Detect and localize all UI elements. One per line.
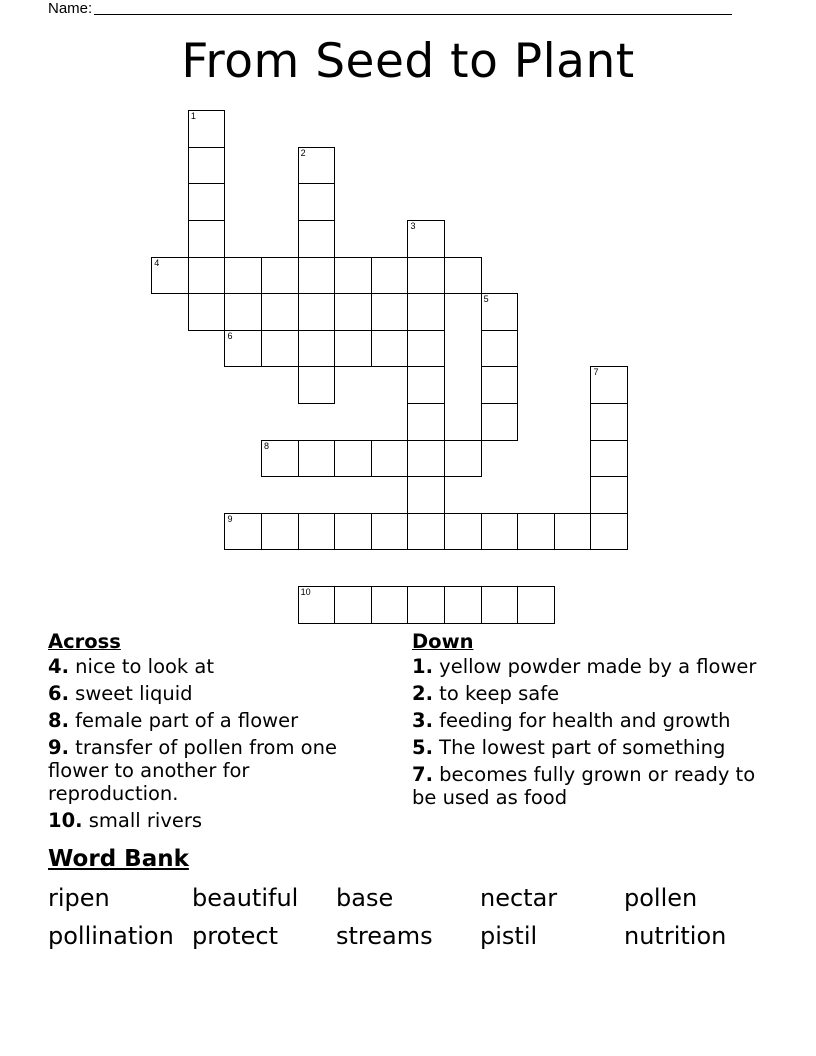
clue-number: 7.	[412, 763, 433, 786]
clue-number: 10.	[48, 809, 83, 832]
clue-number: 4	[154, 257, 160, 268]
crossword-cell[interactable]	[371, 440, 409, 478]
clue-text: transfer of pollen from one flower to another for reproduction.	[48, 736, 337, 805]
crossword-cell[interactable]	[444, 257, 482, 295]
page-title: From Seed to Plant	[181, 34, 635, 89]
clue-text: female part of a flower	[68, 709, 299, 732]
clue-number: 3.	[412, 709, 433, 732]
crossword-cell[interactable]	[224, 513, 262, 551]
crossword-cell[interactable]	[224, 293, 262, 331]
clue-number: 9	[227, 513, 233, 524]
clue-number: 6	[227, 330, 233, 341]
clue-text: nice to look at	[68, 655, 215, 678]
crossword-cell[interactable]	[481, 586, 519, 624]
clue-text: feeding for health and growth	[432, 709, 731, 732]
crossword-cell[interactable]	[590, 440, 628, 478]
clue-text: The lowest part of something	[432, 736, 726, 759]
word-bank-word: beautiful	[192, 884, 299, 912]
clue-text: small rivers	[82, 809, 203, 832]
crossword-cell[interactable]	[481, 293, 519, 331]
down-clues	[412, 630, 757, 813]
name-label: Name:	[48, 0, 93, 17]
crossword-cell[interactable]	[298, 147, 336, 185]
clue-number: 2.	[412, 682, 433, 705]
crossword-cell[interactable]	[590, 513, 628, 551]
crossword-cell[interactable]	[188, 110, 226, 148]
crossword-cell[interactable]	[188, 220, 226, 258]
word-bank-word: base	[336, 884, 394, 912]
down-clue	[412, 709, 757, 732]
crossword-cell[interactable]	[261, 440, 299, 478]
across-clue	[48, 682, 368, 705]
crossword-cell[interactable]	[334, 293, 372, 331]
across-heading: Across	[48, 630, 121, 653]
word-bank-word: protect	[192, 922, 279, 950]
crossword-cell[interactable]	[334, 440, 372, 478]
crossword-cell[interactable]	[554, 513, 592, 551]
word-bank-word: streams	[336, 922, 433, 950]
down-clue	[412, 682, 757, 705]
crossword-cell[interactable]	[298, 440, 336, 478]
crossword-cell[interactable]	[407, 476, 445, 514]
crossword-cell[interactable]	[261, 293, 299, 331]
crossword-cell[interactable]	[334, 586, 372, 624]
word-bank-word: pollination	[48, 922, 174, 950]
clue-number: 8.	[48, 709, 69, 732]
clue-number: 2	[300, 147, 306, 158]
crossword-cell[interactable]	[481, 403, 519, 441]
clue-text: yellow powder made by a flower	[432, 655, 757, 678]
crossword-cell[interactable]	[371, 293, 409, 331]
across-clues	[48, 630, 368, 836]
word-bank-heading: Word Bank	[48, 846, 189, 872]
crossword-cell[interactable]	[481, 366, 519, 404]
word-bank-word: nutrition	[624, 922, 727, 950]
crossword-cell[interactable]	[481, 513, 519, 551]
clue-number: 7	[593, 367, 599, 378]
crossword-cell[interactable]	[590, 403, 628, 441]
crossword-cell[interactable]	[444, 513, 482, 551]
crossword-cell[interactable]	[407, 440, 445, 478]
word-bank-word: pollen	[624, 884, 698, 912]
crossword-cell[interactable]	[298, 586, 336, 624]
crossword-cell[interactable]	[407, 366, 445, 404]
crossword-cell[interactable]	[334, 330, 372, 368]
clue-number: 5	[483, 294, 489, 305]
clue-number: 3	[410, 221, 416, 232]
crossword-cell[interactable]	[298, 293, 336, 331]
crossword-cell[interactable]	[407, 586, 445, 624]
word-bank-row	[48, 884, 768, 922]
crossword-cell[interactable]	[517, 586, 555, 624]
crossword-cell[interactable]	[298, 366, 336, 404]
word-bank	[48, 884, 768, 960]
crossword-cell[interactable]	[224, 330, 262, 368]
crossword-cell[interactable]	[371, 330, 409, 368]
clue-number: 10	[300, 587, 311, 598]
crossword-cell[interactable]	[298, 257, 336, 295]
word-bank-word: ripen	[48, 884, 110, 912]
down-clue	[412, 763, 757, 809]
crossword-cell[interactable]	[444, 586, 482, 624]
clue-number: 1	[190, 111, 196, 122]
crossword-cell[interactable]	[407, 257, 445, 295]
clue-text: becomes fully grown or ready to be used as food	[412, 763, 756, 809]
clue-number: 1.	[412, 655, 433, 678]
down-heading: Down	[412, 630, 474, 653]
crossword-cell[interactable]	[188, 257, 226, 295]
crossword-cell[interactable]	[334, 257, 372, 295]
crossword-cell[interactable]	[334, 513, 372, 551]
clue-number: 9.	[48, 736, 69, 759]
across-clue	[48, 736, 368, 805]
crossword-cell[interactable]	[188, 293, 226, 331]
crossword-cell[interactable]	[261, 513, 299, 551]
clue-text: to keep safe	[432, 682, 560, 705]
clue-number: 8	[264, 440, 270, 451]
crossword-cell[interactable]	[151, 257, 189, 295]
crossword-cell[interactable]	[261, 330, 299, 368]
crossword-cell[interactable]	[371, 513, 409, 551]
crossword-cell[interactable]	[407, 330, 445, 368]
crossword-cell[interactable]	[407, 403, 445, 441]
crossword-cell[interactable]	[590, 476, 628, 514]
crossword-cell[interactable]	[407, 293, 445, 331]
clue-number: 6.	[48, 682, 69, 705]
crossword-cell[interactable]	[298, 183, 336, 221]
crossword-cell[interactable]	[444, 440, 482, 478]
crossword-cell[interactable]	[298, 330, 336, 368]
crossword-cell[interactable]	[371, 586, 409, 624]
down-clue	[412, 736, 757, 759]
crossword-cell[interactable]	[188, 147, 226, 185]
crossword-cell[interactable]	[261, 257, 299, 295]
down-clue	[412, 655, 757, 678]
crossword-cell[interactable]	[224, 257, 262, 295]
across-clue	[48, 809, 368, 832]
crossword-cell[interactable]	[407, 513, 445, 551]
word-bank-word: nectar	[480, 884, 558, 912]
crossword-cell[interactable]	[188, 183, 226, 221]
across-clue	[48, 709, 368, 732]
clue-text: sweet liquid	[68, 682, 193, 705]
crossword-cell[interactable]	[517, 513, 555, 551]
clue-number: 4.	[48, 655, 69, 678]
clue-number: 5.	[412, 736, 433, 759]
crossword-cell[interactable]	[481, 330, 519, 368]
crossword-cell[interactable]	[371, 257, 409, 295]
crossword-cell[interactable]	[298, 220, 336, 258]
word-bank-word: pistil	[480, 922, 538, 950]
crossword-cell[interactable]	[590, 366, 628, 404]
word-bank-row	[48, 922, 768, 960]
crossword-cell[interactable]	[298, 513, 336, 551]
crossword-cell[interactable]	[407, 220, 445, 258]
across-clue	[48, 655, 368, 678]
